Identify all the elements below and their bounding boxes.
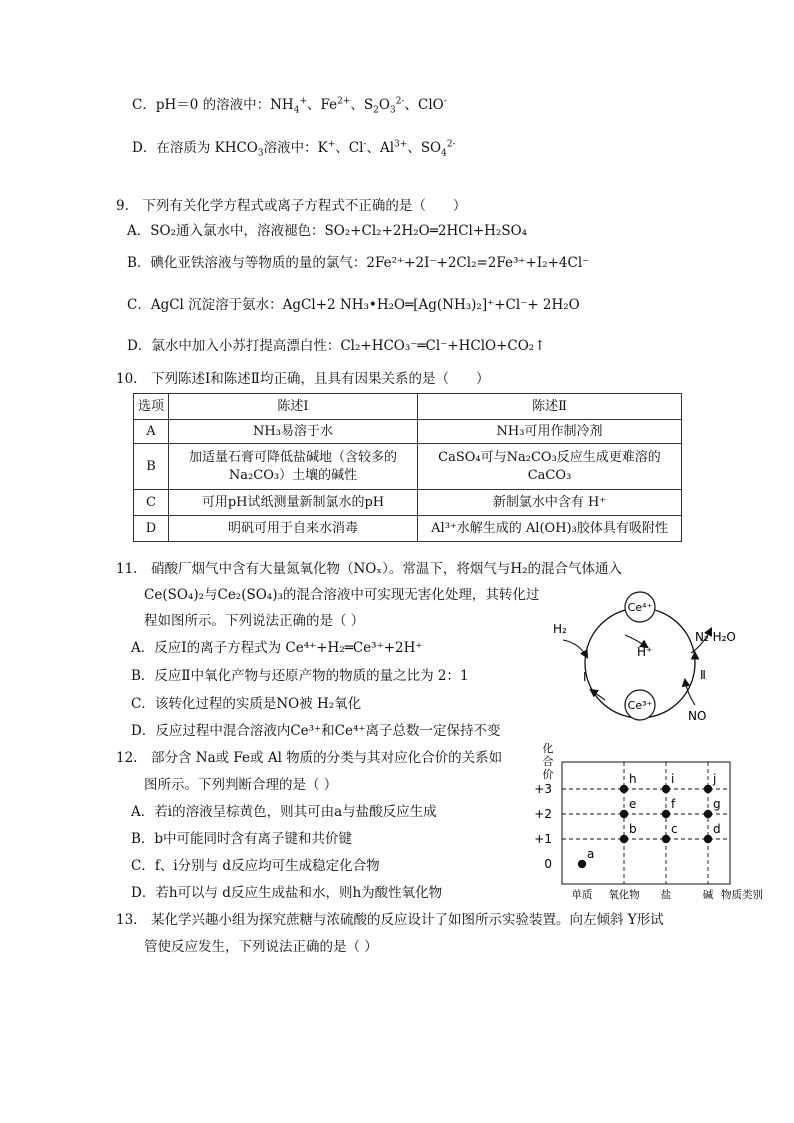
q13-stem-line1: 13. 某化学兴趣小组为探究蔗糖与浓硫酸的反应设计了如图所示实验装置。向左倾斜 Y形试 xyxy=(116,912,664,928)
table-cell: A xyxy=(134,420,169,444)
table-cell: 加适量石膏可降低盐碱地（含较多的Na₂CO₃）土壤的碱性 xyxy=(169,444,418,490)
ylabel-char: 价 xyxy=(542,768,554,781)
table-cell: 可用pH试纸测量新制氯水的pH xyxy=(169,490,418,516)
q10-table xyxy=(133,393,682,542)
q12-option-d: D．若h可以与 d反应生成盐和水，则h为酸性氧化物 xyxy=(131,885,443,901)
y-tick-label: +2 xyxy=(534,807,552,821)
q9-option-d: D．氯水中加入小苏打提高漂白性：Cl₂+HCO₃⁻═Cl⁻+HClO+CO₂↑ xyxy=(127,338,546,354)
h2-label: H₂ xyxy=(553,622,567,636)
table-header: 陈述Ⅰ xyxy=(169,394,418,420)
y-tick-label: 0 xyxy=(544,857,552,871)
data-point xyxy=(662,810,670,818)
table-cell: D xyxy=(134,516,169,542)
q12-stem-line1: 12. 部分含 Na或 Fe或 Al 物质的分类与其对应化合价的关系如 xyxy=(116,750,503,766)
data-point xyxy=(620,835,628,843)
q12-option-c: C．f、i分别与 d反应均可生成稳定化合物 xyxy=(131,858,380,874)
x-tick-label: 物质类别 xyxy=(721,889,763,901)
q9-option-b: B．碘化亚铁溶液与等物质的量的氯气：2Fe²⁺+2I⁻+2Cl₂=2Fe³⁺+I₂+4Cl⁻ xyxy=(127,255,590,271)
table-cell: CaSO₄可与Na₂CO₃反应生成更难溶的CaCO₃ xyxy=(418,444,682,490)
table-header: 陈述Ⅱ xyxy=(418,394,682,420)
data-point xyxy=(578,860,586,868)
q10-stem: 10. 下列陈述Ⅰ和陈述Ⅱ均正确，且具有因果关系的是（ ） xyxy=(116,371,490,387)
h2-arrow xyxy=(563,640,587,657)
table-cell: 明矾可用于自来水消毒 xyxy=(169,516,418,542)
reaction1-label: Ⅰ xyxy=(583,670,587,684)
q11-stem-line2: Ce(SO₄)₂与Ce₂(SO₄)₃的混合溶液中可实现无害化处理，其转化过 xyxy=(144,587,540,603)
x-tick-label: 单质 xyxy=(571,889,593,901)
q12-option-a: A．若i的溶液呈棕黄色，则其可由a与盐酸反应生成 xyxy=(131,804,437,820)
table-cell: NH₃易溶于水 xyxy=(169,420,418,444)
table-cell: B xyxy=(134,444,169,490)
q11-stem-line3: 程如图所示。下列说法正确的是（ ） xyxy=(144,613,365,629)
point-label: c xyxy=(671,822,678,836)
chart-frame xyxy=(562,762,730,884)
y-tick-label: +3 xyxy=(534,782,552,796)
q9-stem: 9. 下列有关化学方程式或离子方程式不正确的是（ ） xyxy=(116,198,467,214)
q9-option-c: C．AgCl 沉淀溶于氨水：AgCl+2 NH₃•H₂O═[Ag(NH₃)₂]⁺+Cl⁻+ 2H₂O xyxy=(127,297,580,313)
point-label: i xyxy=(671,772,675,786)
point-label: b xyxy=(629,822,637,836)
point-label: h xyxy=(629,772,637,786)
hplus-label: H⁺ xyxy=(637,645,653,659)
data-point xyxy=(704,785,712,793)
q12-stem-line2: 图所示。下列判断合理的是（ ） xyxy=(144,777,338,793)
data-point xyxy=(704,835,712,843)
products-label: N₂ H₂O xyxy=(695,630,736,644)
q8-option-d: D．在溶质为 $KHCO_3$溶液中：K+、Cl-、$Al^{3+}$、$SO_4^{2-}$ xyxy=(132,139,456,159)
x-tick-label: 碱 xyxy=(702,889,714,901)
valence-chart xyxy=(530,740,770,905)
ce3-label: Ce³⁺ xyxy=(627,699,653,712)
data-point xyxy=(620,810,628,818)
q9-option-a: A．SO₂通入氯水中，溶液褪色：SO₂+Cl₂+2H₂O═2HCl+H₂SO₄ xyxy=(127,223,528,239)
point-label: d xyxy=(713,822,721,836)
ylabel-char: 化 xyxy=(542,742,554,755)
no-label: NO xyxy=(688,709,707,723)
x-tick-label: 氧化物 xyxy=(608,889,640,901)
y-tick-label: +1 xyxy=(534,832,552,846)
table-cell: C xyxy=(134,490,169,516)
q11-option-d: D．反应过程中混合溶液内Ce³⁺和Ce⁴⁺离子总数一定保持不变 xyxy=(131,723,501,739)
reaction2-label: Ⅱ xyxy=(700,668,706,682)
data-point xyxy=(662,835,670,843)
point-label: j xyxy=(713,772,717,786)
table-cell: NH₃可用作制冷剂 xyxy=(418,420,682,444)
data-point xyxy=(704,810,712,818)
point-label: g xyxy=(713,797,721,811)
point-label: a xyxy=(587,847,595,861)
point-label: e xyxy=(629,797,637,811)
table-cell: Al³⁺水解生成的 Al(OH)₃胶体具有吸附性 xyxy=(418,516,682,542)
data-point xyxy=(662,785,670,793)
table-cell: 新制氯水中含有 H⁺ xyxy=(418,490,682,516)
data-point xyxy=(620,785,628,793)
table-header: 选项 xyxy=(134,394,169,420)
ce-cycle-diagram xyxy=(545,585,765,730)
q11-option-c: C．该转化过程的实质是NO被 H₂氧化 xyxy=(131,696,362,712)
q11-option-b: B．反应Ⅱ中氧化产物与还原产物的物质的量之比为 2：1 xyxy=(131,668,469,684)
q8-option-c: C．pH＝0 的溶液中：$NH_4^+$、$Fe^{2+}$、$S_2O_3^{2-}$、ClO- xyxy=(132,96,447,116)
q11-option-a: A．反应Ⅰ的离子方程式为 Ce⁴⁺+H₂═Ce³⁺+2H⁺ xyxy=(131,640,423,656)
q12-option-b: B．b中可能同时含有离子键和共价键 xyxy=(131,831,353,847)
q11-stem-line1: 11. 硝酸厂烟气中含有大量氮氧化物（NOₓ）。常温下，将烟气与H₂的混合气体通入 xyxy=(116,561,623,577)
point-label: f xyxy=(671,797,676,811)
q13-stem-line2: 管使反应发生，下列说法正确的是（ ） xyxy=(144,939,378,955)
ylabel-char: 合 xyxy=(542,755,554,768)
x-tick-label: 盐 xyxy=(660,889,672,901)
ce4-label: Ce⁴⁺ xyxy=(627,601,653,614)
